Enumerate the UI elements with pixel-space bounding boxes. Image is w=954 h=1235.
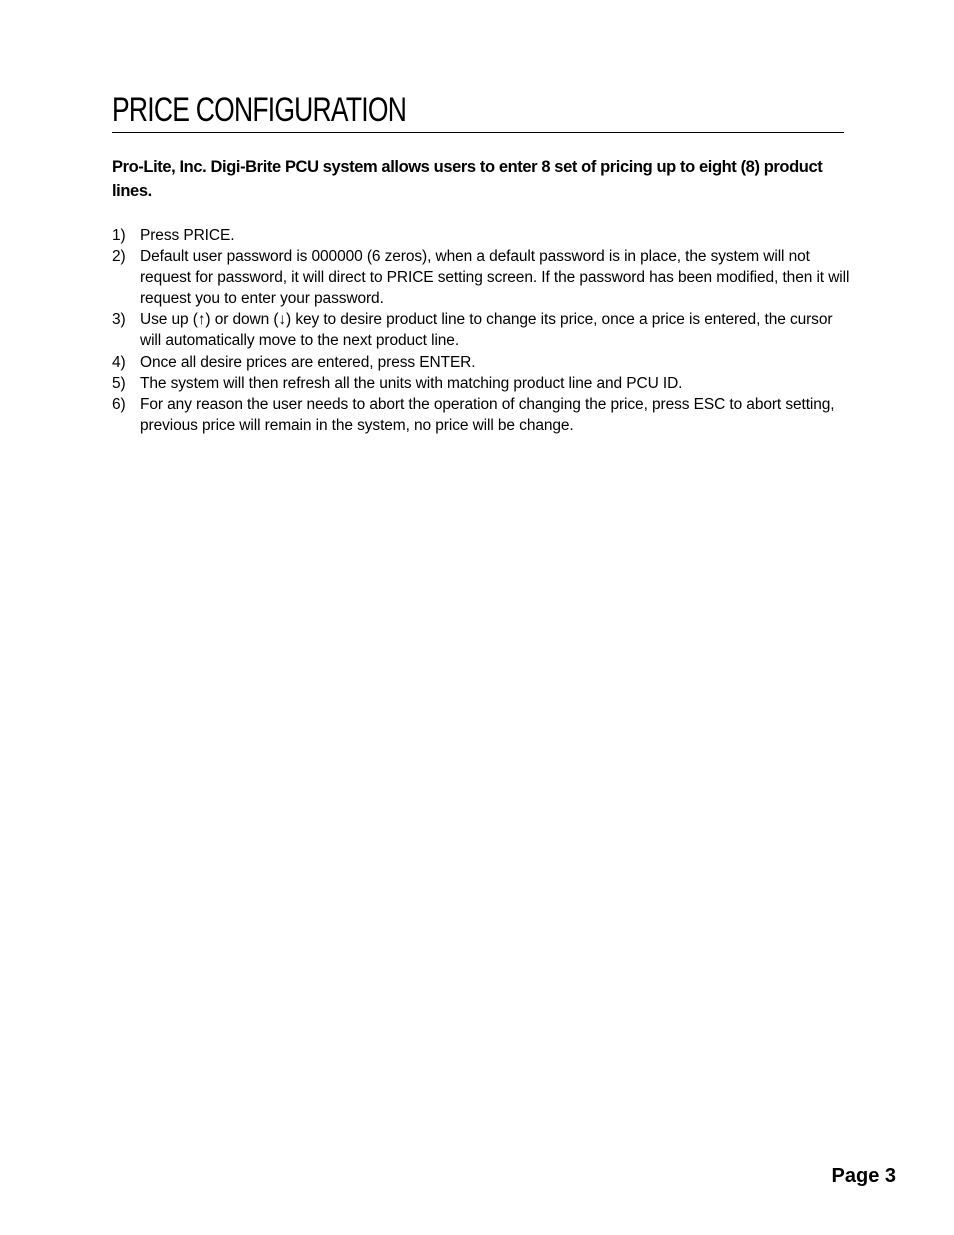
- instruction-steps-list: [112, 225, 852, 436]
- step-number: 4): [112, 353, 126, 371]
- step-text: Default user password is 000000 (6 zeros), when a default password is in place, the system will not request for password, it will direct to PRICE setting screen. If the password has been modified, then it will request you to enter your password.: [140, 248, 850, 308]
- step-number: 1): [112, 227, 126, 244]
- step-number: 6): [112, 395, 126, 413]
- step-text: The system will then refresh all the units with matching product line and PCU ID.: [140, 374, 683, 392]
- step-item-6: [112, 394, 852, 436]
- intro-paragraph: Pro-Lite, Inc. Digi-Brite PCU system allows users to enter 8 set of pricing up to eight (8) product lines.: [112, 158, 823, 200]
- step-item-5: [112, 373, 852, 394]
- step-text: For any reason the user needs to abort the operation of changing the price, press ESC to abort setting, previous price will remain in the system, no price will be change.: [140, 395, 835, 434]
- page-number-label: Page 3: [831, 1165, 896, 1187]
- step-item-2: [112, 246, 852, 309]
- step-text: Use up (↑) or down (↓) key to desire product line to change its price, once a price is entered, the cursor will automatically move to the next product line.: [140, 311, 833, 350]
- step-item-1: [112, 225, 852, 246]
- step-text: Once all desire prices are entered, press ENTER.: [140, 353, 476, 371]
- step-number: 2): [112, 248, 126, 266]
- step-number: 3): [112, 311, 126, 329]
- page-title: PRICE CONFIGURATION: [112, 91, 407, 129]
- step-item-4: [112, 352, 852, 373]
- step-text: Press PRICE.: [140, 227, 235, 244]
- title-underline-rule: [112, 132, 844, 133]
- step-number: 5): [112, 374, 126, 392]
- step-item-3: [112, 309, 852, 351]
